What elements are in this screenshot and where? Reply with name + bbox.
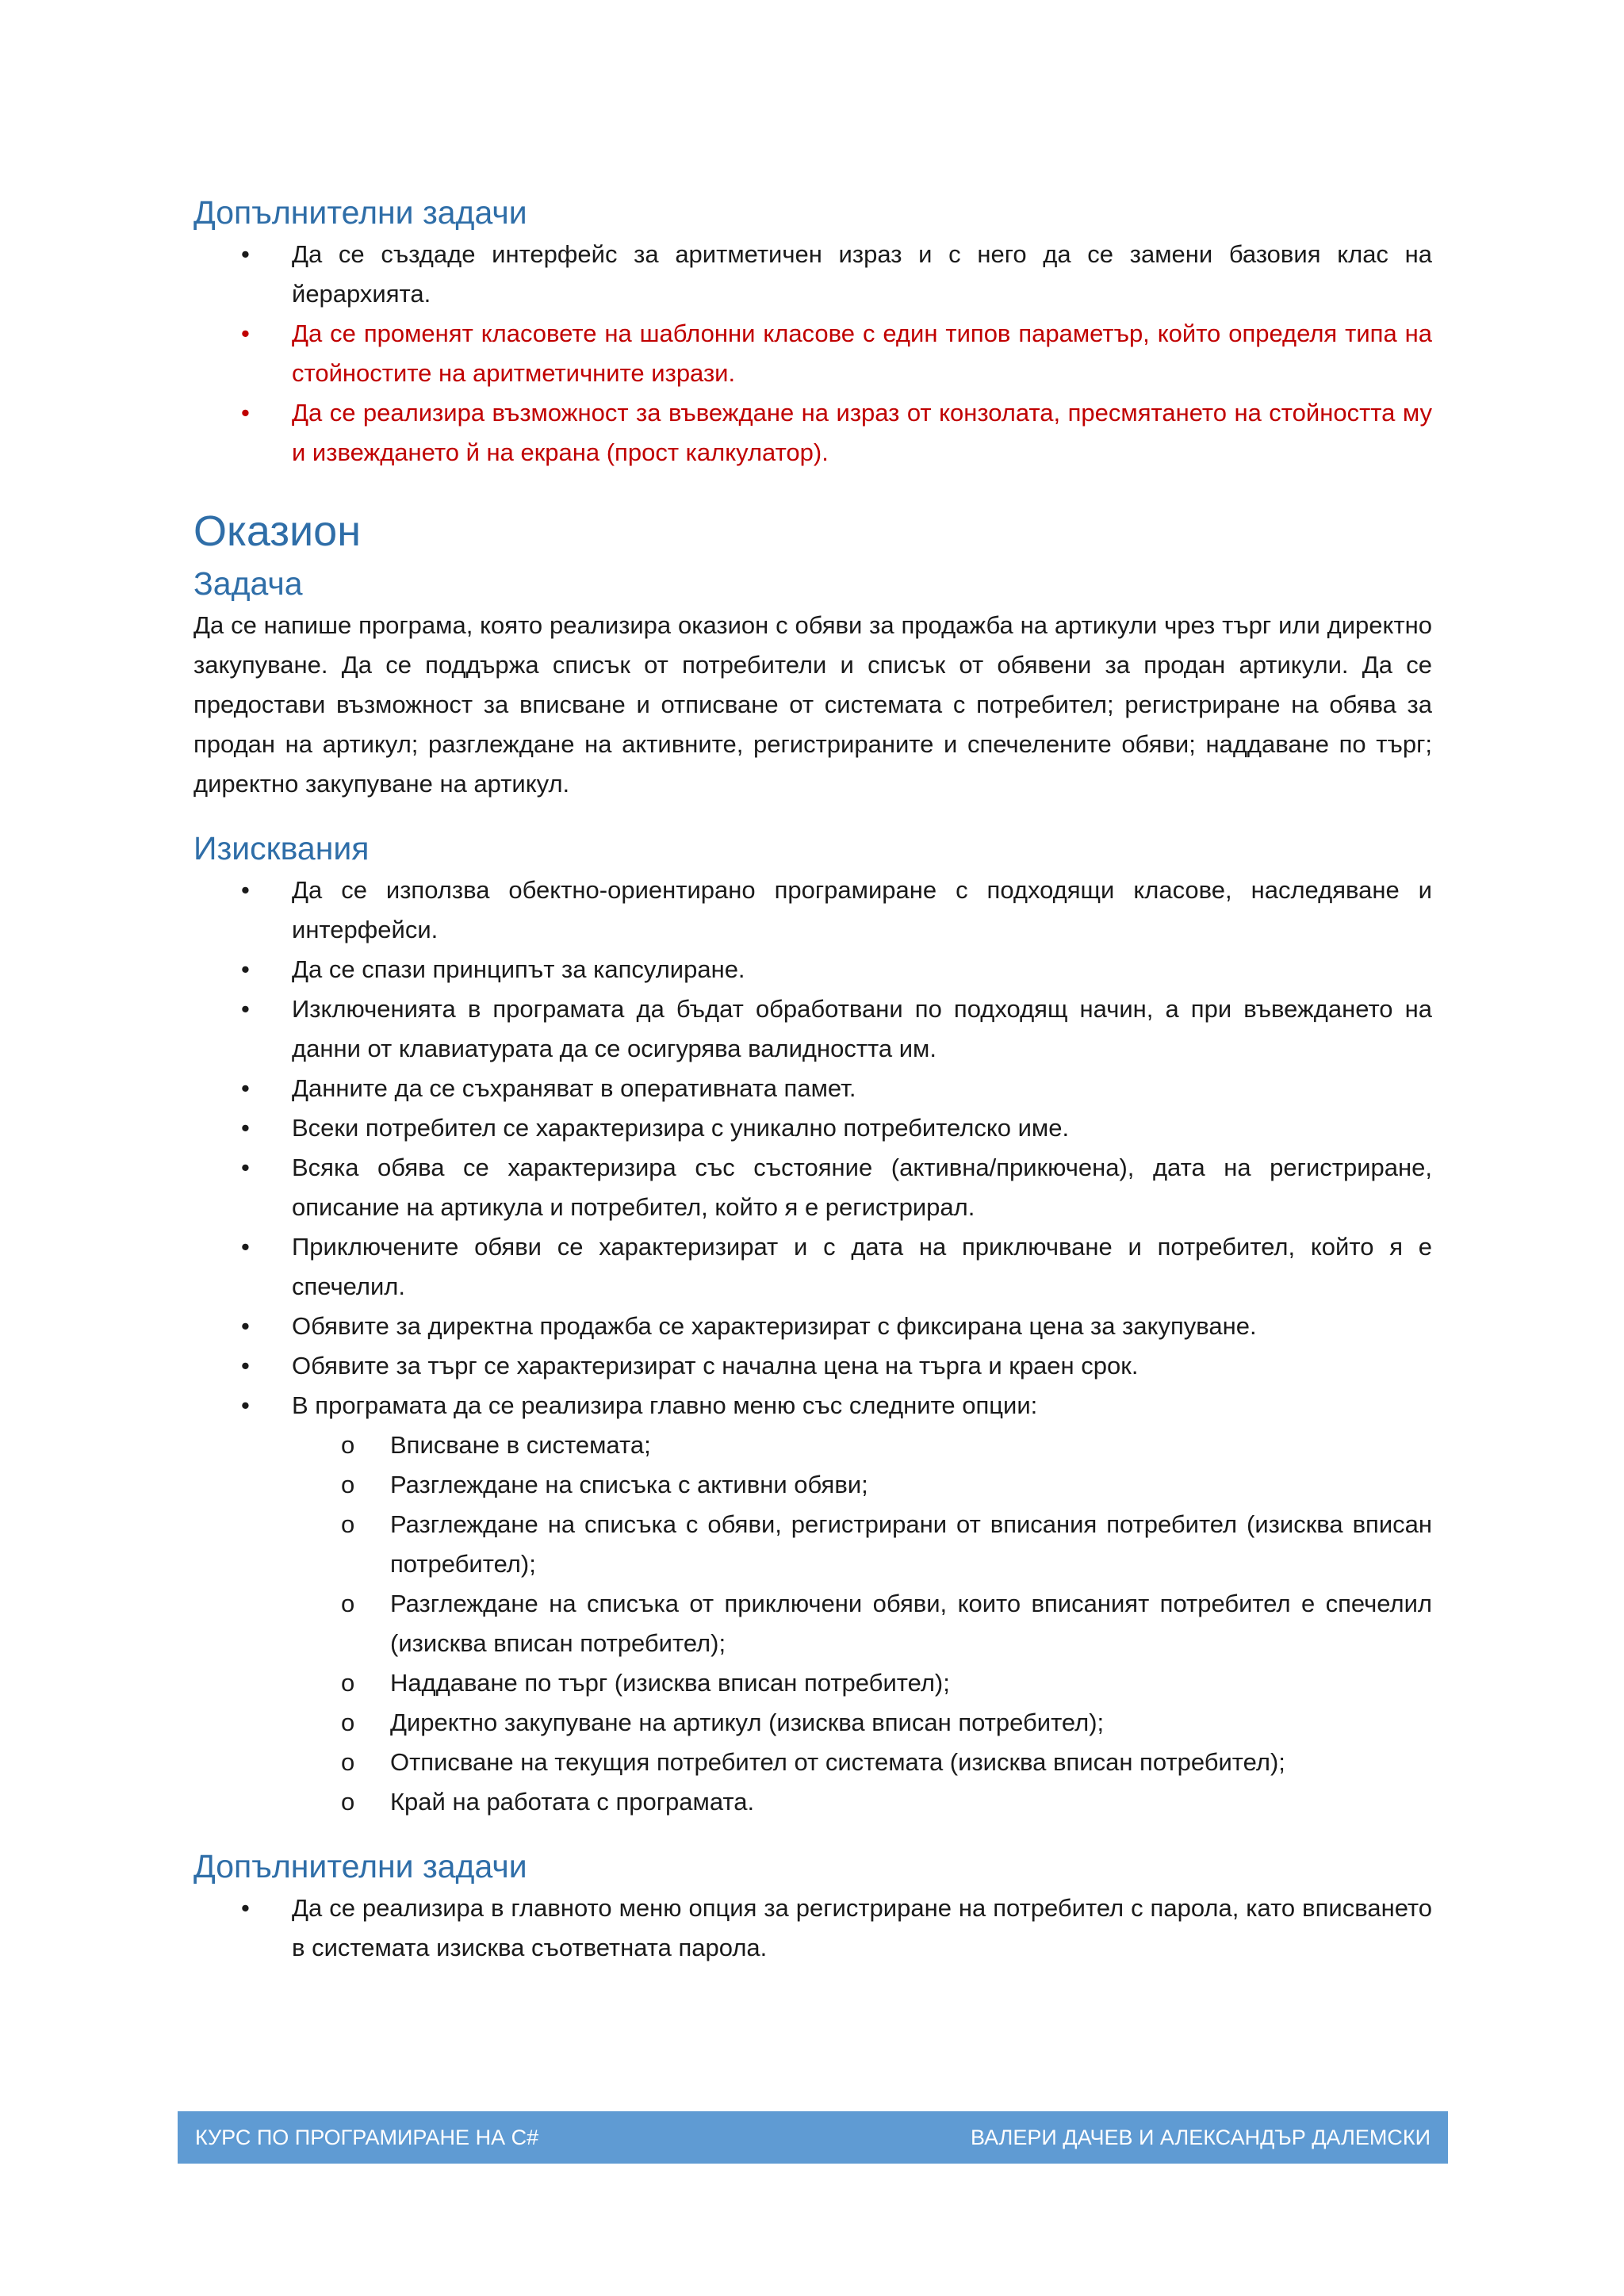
section-heading-requirements: Изисквания xyxy=(193,830,370,867)
circle-bullet-icon: o xyxy=(341,1709,355,1736)
bullet-icon: • xyxy=(241,1352,250,1380)
bullet-icon: • xyxy=(241,1074,250,1102)
sub-list-item: o Вписване в системата; xyxy=(292,1425,1432,1465)
list-item: • Да се реализира в главното меню опция за регистриране на потребител с парола, като вписването в системата изисква съответната парола. xyxy=(193,1888,1432,1968)
bullet-icon: • xyxy=(241,1114,250,1142)
list-item: • Да се използва обектно-ориентирано програмиране с подходящи класове, наследяване и интерфейси. xyxy=(193,871,1432,950)
footer-authors: ВАЛЕРИ ДАЧЕВ И АЛЕКСАНДЪР ДАЛЕМСКИ xyxy=(970,2125,1431,2149)
circle-bullet-icon: o xyxy=(341,1431,355,1459)
sub-list-item: o Отписване на текущия потребител от системата (изисква вписан потребител); xyxy=(292,1743,1432,1782)
sub-list-item: o Наддаване по търг (изисква вписан потребител); xyxy=(292,1663,1432,1703)
bullet-icon: • xyxy=(241,1391,250,1419)
section-heading-extra-tasks-2: Допълнителни задачи xyxy=(193,1848,527,1885)
list-item: • Данните да се съхраняват в оперативната памет. xyxy=(193,1069,1432,1108)
section-heading-task: Задача xyxy=(193,565,303,602)
sub-list-item: o Разглеждане на списъка с активни обяви; xyxy=(292,1465,1432,1505)
footer-course-title: КУРС ПО ПРОГРАМИРАНЕ НА C# xyxy=(195,2125,539,2149)
list-item: • Обявите за директна продажба се характеризират с фиксирана цена за закупуване. xyxy=(193,1307,1432,1346)
circle-bullet-icon: o xyxy=(341,1471,355,1498)
sub-list-item: o Край на работата с програмата. xyxy=(292,1782,1432,1822)
bullet-icon: • xyxy=(241,876,250,904)
page-footer xyxy=(178,2111,1448,2164)
menu-options-list xyxy=(292,1425,1432,1822)
requirements-list xyxy=(193,871,1432,1822)
bullet-icon: • xyxy=(241,955,250,983)
circle-bullet-icon: o xyxy=(341,1788,355,1816)
bullet-icon: • xyxy=(241,1312,250,1340)
sub-list-item: o Разглеждане на списъка с обяви, регистрирани от вписания потребител (изисква вписан потребител); xyxy=(292,1505,1432,1584)
sub-list-item: o Разглеждане на списъка от приключени обяви, които вписаният потребител е спечелил (изисква вписан потребител); xyxy=(292,1584,1432,1663)
circle-bullet-icon: o xyxy=(341,1510,355,1538)
list-item-highlighted: • Да се променят класовете на шаблонни класове с един типов параметър, който определя типа на стойностите на аритметичните изрази. xyxy=(193,314,1432,393)
bullet-icon: • xyxy=(241,1154,250,1181)
list-item: • Обявите за търг се характеризират с начална цена на търга и краен срок. xyxy=(193,1346,1432,1386)
bullet-icon: • xyxy=(241,240,250,268)
list-item: • Всеки потребител се характеризира с уникално потребителско име. xyxy=(193,1108,1432,1148)
list-item-highlighted: • Да се реализира възможност за въвеждане на израз от конзолата, пресмятането на стойността му и извеждането й на екрана (прост калкулатор). xyxy=(193,393,1432,473)
list-item: • Да се спази принципът за капсулиране. xyxy=(193,950,1432,989)
extra-tasks-list-1 xyxy=(193,235,1432,473)
sub-list-item: o Директно закупуване на артикул (изисква вписан потребител); xyxy=(292,1703,1432,1743)
circle-bullet-icon: o xyxy=(341,1590,355,1617)
task-description: Да се напише програма, която реализира оказион с обяви за продажба на артикули чрез търг или директно закупуване. Да се поддържа списък от потребители и списък от обявени за продан артикули. Да се предостави възможност за вписване и отписване от системата с потребител; регистриране на обява за продан на артикул; разглеждане на активните, регистрираните и спечелените обяви; наддаване по търг; директно закупуване на артикул. xyxy=(193,611,1432,798)
list-item: • Да се създаде интерфейс за аритметичен израз и с него да се замени базовия клас на йерархията. xyxy=(193,235,1432,314)
list-item: • Приключените обяви се характеризират и с дата на приключване и потребител, който я е спечелил. xyxy=(193,1227,1432,1307)
chapter-title: Оказион xyxy=(193,507,362,555)
bullet-icon: • xyxy=(241,320,250,347)
section-heading-extra-tasks-1: Допълнителни задачи xyxy=(193,194,527,231)
bullet-icon: • xyxy=(241,399,250,427)
list-item: • Изключенията в програмата да бъдат обработвани по подходящ начин, а при въвеждането на данни от клавиатурата да се осигурява валидността им. xyxy=(193,989,1432,1069)
circle-bullet-icon: o xyxy=(341,1748,355,1776)
bullet-icon: • xyxy=(241,1233,250,1261)
list-item: • Всяка обява се характеризира със състояние (активна/прикючена), дата на регистриране, описание на артикула и потребител, който я е регистрирал. xyxy=(193,1148,1432,1227)
circle-bullet-icon: o xyxy=(341,1669,355,1697)
extra-tasks-list-2 xyxy=(193,1888,1432,1968)
list-item: • В програмата да се реализира главно меню със следните опции: o Вписване в системата; o Разглеждане на списъка с активни обяви; o Разглеждане на списъка с обяви, регистрирани от вписания потребител (изисква вписан потребител); o Разглеждане на списъка от приключени обяви, които вписаният потребител е спечелил (изисква вписан потребител); o Наддаване по търг (изисква вписан потребител); o Директно закупуване на артикул (изисква вписан потребител); o Отписване на текущия потребител от системата (изисква вписан потребител); o Край на работата с програмата. xyxy=(193,1386,1432,1822)
bullet-icon: • xyxy=(241,1894,250,1922)
bullet-icon: • xyxy=(241,995,250,1023)
document-page xyxy=(193,190,1432,1968)
